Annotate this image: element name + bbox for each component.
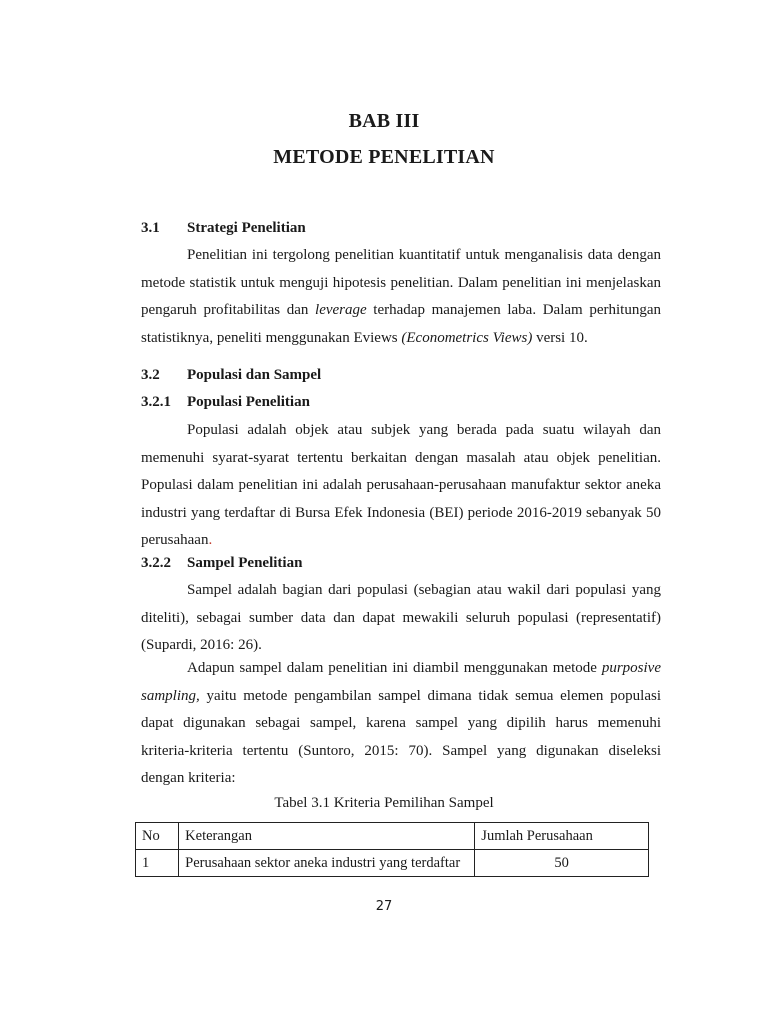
section-number: 3.2	[141, 367, 160, 383]
section-title: Populasi dan Sampel	[187, 367, 322, 383]
text-run: Adapun sampel dalam penelitian ini diambil menggunakan metode	[187, 660, 602, 676]
text-line: memenuhi syarat-syarat tertentu berkaitan dengan masalah atau objek penelitian.	[141, 449, 661, 466]
text-line: dengan kriteria:	[141, 770, 236, 786]
header-no: No	[136, 823, 179, 850]
cell-jumlah: 50	[475, 850, 649, 877]
section-title: Sampel Penelitian	[187, 555, 303, 571]
section-title: Populasi Penelitian	[187, 394, 310, 410]
italic-term: leverage	[315, 302, 367, 318]
paragraph-sampel	[141, 577, 661, 660]
text-run: pengaruh profitabilitas dan	[141, 302, 316, 318]
text-line: (Supardi, 2016: 26).	[141, 637, 262, 653]
section-heading-3-2	[141, 367, 321, 384]
end-mark: .	[208, 532, 213, 548]
text-line: industri yang terdaftar di Bursa Efek Indonesia (BEI) periode 2016-2019 sebanyak 50	[141, 504, 661, 521]
text-line: metode statistik untuk menguji hipotesis penelitian. Dalam penelitian ini menjelaskan	[141, 274, 661, 291]
section-heading-3-2-1	[141, 394, 310, 411]
header-keterangan: Keterangan	[179, 823, 475, 850]
section-number: 3.2.2	[141, 555, 171, 571]
cell-no: 1	[136, 850, 179, 877]
chapter-title: METODE PENELITIAN	[273, 146, 495, 168]
text-run: perusahaan	[141, 532, 209, 548]
section-title: Strategi Penelitian	[187, 220, 306, 236]
chapter-label: BAB III	[348, 110, 420, 132]
section-number: 3.2.1	[141, 394, 171, 410]
text-line: Populasi dalam penelitian ini adalah perusahaan-perusahaan manufaktur sektor aneka	[141, 477, 661, 493]
table-caption: Tabel 3.1 Kriteria Pemilihan Sampel	[274, 795, 494, 811]
section-heading-3-1	[141, 220, 306, 237]
text-run: statistiknya, peneliti menggunakan Eviews	[141, 329, 402, 346]
text-run: versi 10.	[532, 329, 588, 346]
text-line: Sampel adalah bagian dari populasi (sebagian atau wakil dari populasi yang	[187, 582, 661, 598]
text-line: Penelitian ini tergolong penelitian kuantitatif untuk menganalisis data dengan	[187, 247, 661, 263]
text-run: yaitu metode pengambilan sampel dimana tidak semua elemen populasi	[199, 687, 661, 704]
italic-term: purposive	[601, 660, 661, 676]
paragraph-populasi	[141, 417, 661, 555]
text-line	[141, 655, 661, 683]
text-line	[141, 325, 661, 353]
header-jumlah: Jumlah Perusahaan	[475, 823, 649, 850]
text-line: Populasi adalah objek atau subjek yang berada pada suatu wilayah dan	[187, 422, 661, 438]
text-run: terhadap manajemen laba. Dalam perhitungan	[366, 302, 661, 318]
table-header-row	[136, 823, 649, 850]
section-number: 3.1	[141, 220, 160, 236]
page-number: 27	[375, 899, 393, 914]
criteria-table	[135, 822, 649, 877]
italic-term: sampling,	[141, 687, 200, 704]
cell-keterangan: Perusahaan sektor aneka industri yang terdaftar	[179, 850, 475, 877]
text-line	[141, 683, 661, 711]
text-line	[141, 297, 661, 325]
text-line: kriteria-kriteria tertentu (Suntoro, 2015: 70). Sampel yang digunakan diseleksi	[141, 742, 661, 759]
text-line	[141, 527, 661, 555]
table-row	[136, 850, 649, 877]
italic-term: (Econometrics Views)	[401, 329, 533, 346]
paragraph-strategi	[141, 242, 661, 352]
text-line: dapat digunakan sebagai sampel, karena sampel yang dipilih harus memenuhi	[141, 715, 661, 731]
paragraph-purposive	[141, 655, 661, 793]
text-line: diteliti), sebagai sumber data dan dapat mewakili seluruh populasi (representatif)	[141, 609, 661, 626]
section-heading-3-2-2	[141, 555, 302, 572]
